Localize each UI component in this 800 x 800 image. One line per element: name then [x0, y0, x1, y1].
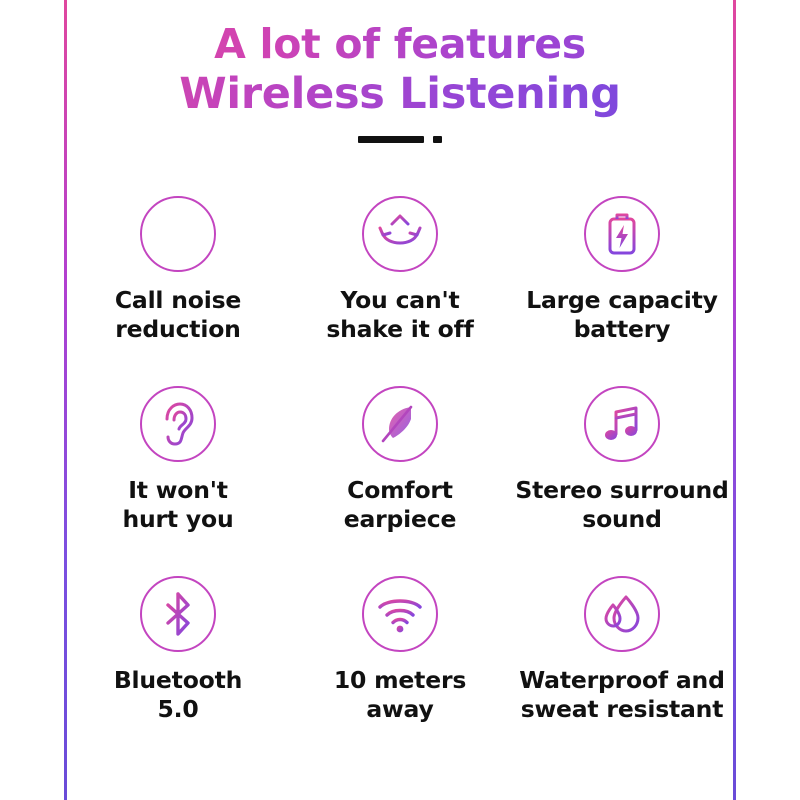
bluetooth-icon [140, 576, 216, 652]
feature-item [67, 386, 289, 576]
divider-bar [358, 136, 424, 143]
feature-caption [344, 476, 456, 533]
feature-caption-line-2: sweat resistant [520, 694, 724, 723]
ear-icon [140, 386, 216, 462]
feature-caption-line-2: earpiece [343, 504, 457, 533]
feature-caption-line-1: 10 meters [333, 666, 467, 694]
feature-caption-line-2: sound [582, 504, 662, 533]
feature-item [511, 386, 733, 576]
feature-caption-line-1: Comfort [347, 476, 453, 504]
feature-caption-line-2: battery [573, 314, 671, 343]
feature-caption-line-2: 5.0 [157, 694, 199, 723]
feather-icon [362, 386, 438, 462]
feature-caption-line-1: You can't [340, 286, 460, 314]
feature-caption [326, 286, 473, 343]
feature-item [289, 386, 511, 576]
shake-arrows-icon [362, 196, 438, 272]
wifi-signal-icon [362, 576, 438, 652]
feature-caption-line-2: reduction [115, 314, 241, 343]
divider-dot [433, 136, 442, 143]
headline-line-2: Wireless Listening [67, 70, 733, 118]
feature-caption-line-2: away [366, 694, 434, 723]
feature-caption-line-1: Stereo surround [515, 476, 729, 504]
feature-item [511, 576, 733, 766]
feature-item [289, 576, 511, 766]
music-note-icon [584, 386, 660, 462]
feature-caption [334, 666, 466, 723]
page-title [67, 0, 733, 118]
headline-line-1: A lot of features [67, 22, 733, 68]
sound-wave-icon [140, 196, 216, 272]
feature-caption [519, 666, 724, 723]
feature-caption-line-2: shake it off [326, 314, 474, 343]
feature-caption-line-1: Waterproof and [519, 666, 725, 694]
feature-caption-line-1: Bluetooth [113, 666, 243, 694]
feature-item [67, 576, 289, 766]
feature-caption-line-1: Large capacity [526, 286, 718, 314]
title-divider [67, 134, 733, 144]
feature-caption [115, 286, 241, 343]
feature-caption [526, 286, 718, 343]
feature-caption [122, 476, 233, 533]
right-border-accent [733, 0, 736, 800]
feature-caption [515, 476, 728, 533]
feature-caption-line-1: It won't [128, 476, 228, 504]
water-drop-icon [584, 576, 660, 652]
feature-item [289, 196, 511, 386]
feature-caption-line-2: hurt you [122, 504, 234, 533]
feature-item [67, 196, 289, 386]
battery-icon [584, 196, 660, 272]
feature-caption [114, 666, 242, 723]
feature-caption-line-1: Call noise [114, 286, 242, 314]
feature-item [511, 196, 733, 386]
feature-grid [67, 196, 733, 766]
